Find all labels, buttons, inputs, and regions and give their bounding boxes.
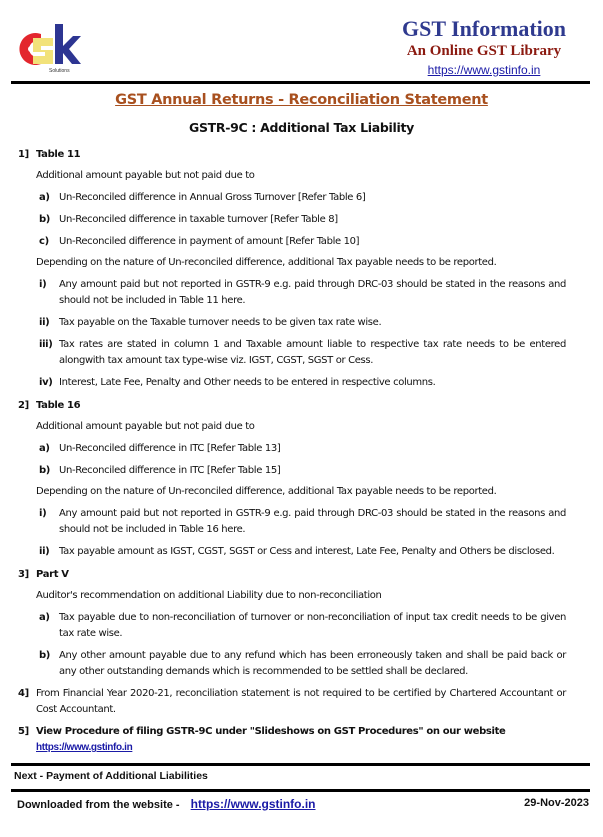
brand-block [399,16,569,79]
list-item: a) Un-Reconciled difference in Annual Gross Turnover [Refer Table 6] [39,192,366,203]
list-item: b) Un-Reconciled difference in ITC [Refer Table 15] [39,465,281,476]
logo-text: Solutions [49,68,70,74]
section-part-v [0,567,603,583]
list-item: a) Un-Reconciled difference in ITC [Refer Table 13] [39,443,281,454]
section-table-11 [0,147,603,163]
list-item: b) Any other amount payable due to any refund which has been erroneously taken and shall be paid back or any other outstanding demands which is recommended to be settled shall be declared. [39,650,566,677]
footer-link[interactable]: https://www.gstinfo.in [190,797,316,811]
brand-title: GST Information [401,16,566,41]
brand-link[interactable]: https://www.gstinfo.in [427,63,541,77]
footer-divider-bottom [11,789,590,792]
footer-source [17,797,316,811]
list-item: iv) Interest, Late Fee, Penalty and Other needs to be entered in respective columns. [39,377,436,388]
page-title: GST Annual Returns - Reconciliation Statement [115,92,488,108]
footer-divider-top [11,763,590,766]
section-note: Depending on the nature of Un-reconciled difference, additional Tax payable needs to be reported. [36,257,497,268]
gstinfo-link[interactable]: https://www.gstinfo.in [36,742,133,753]
list-item: a) Tax payable due to non-reconciliation of turnover or non-reconciliation of input tax credit needs to be given tax rate wise. [39,612,566,639]
section-intro: Auditor's recommendation on additional Liability due to non-reconciliation [36,590,382,601]
section-table-16 [0,398,603,414]
list-item: i) Any amount paid but not reported in GSTR-9 e.g. paid through DRC-03 should be stated in the reasons and should not be included in Table 16 here. [39,508,566,535]
point-5-text: View Procedure of filing GSTR-9C under "Slideshows on GST Procedures" on our website [36,726,506,737]
next-topic: Next - Payment of Additional Liabilities [14,770,208,782]
brand-subtitle: An Online GST Library [406,43,562,59]
list-item: ii) Tax payable on the Taxable turnover needs to be given tax rate wise. [39,317,382,328]
section-number: 1] [18,149,29,160]
section-number: 5] [18,726,29,737]
list-item: c) Un-Reconciled difference in payment of amount [Refer Table 10] [39,236,360,247]
section-intro: Additional amount payable but not paid due to [36,421,255,432]
csk-solutions-logo [11,22,81,74]
section-note: Depending on the nature of Un-reconciled difference, additional Tax payable needs to be reported. [36,486,497,497]
footer-label: Downloaded from the website - [17,799,180,811]
point-5 [0,724,603,756]
section-heading: Table 11 [36,149,81,160]
header-divider [11,81,590,84]
list-item: ii) Tax payable amount as IGST, CGST, SGST or Cess and interest, Late Fee, Penalty and Others be disclosed. [39,546,555,557]
section-intro: Additional amount payable but not paid due to [36,170,255,181]
section-number: 3] [18,569,29,580]
section-number: 2] [18,400,29,411]
section-heading: Table 16 [36,400,81,411]
section-heading: Part V [36,569,69,580]
page-subtitle: GSTR-9C : Additional Tax Liability [188,120,415,135]
list-item: iii) Tax rates are stated in column 1 and Taxable amount liable to respective tax rate needs to be entered alongwith tax amount tax type-wise viz. IGST, CGST, SGST or Cess. [39,339,566,366]
document-body [0,147,603,756]
section-number: 4] [18,688,29,699]
list-item: i) Any amount paid but not reported in GSTR-9 e.g. paid through DRC-03 should be stated in the reasons and should not be included in Table 11 here. [39,279,566,306]
list-item: b) Un-Reconciled difference in taxable turnover [Refer Table 8] [39,214,338,225]
point-4-text: From Financial Year 2020-21, reconciliation statement is not required to be certified by Chartered Accountant or Cost Accountant. [36,688,566,715]
footer-date: 29-Nov-2023 [524,797,589,809]
point-4 [0,686,603,718]
